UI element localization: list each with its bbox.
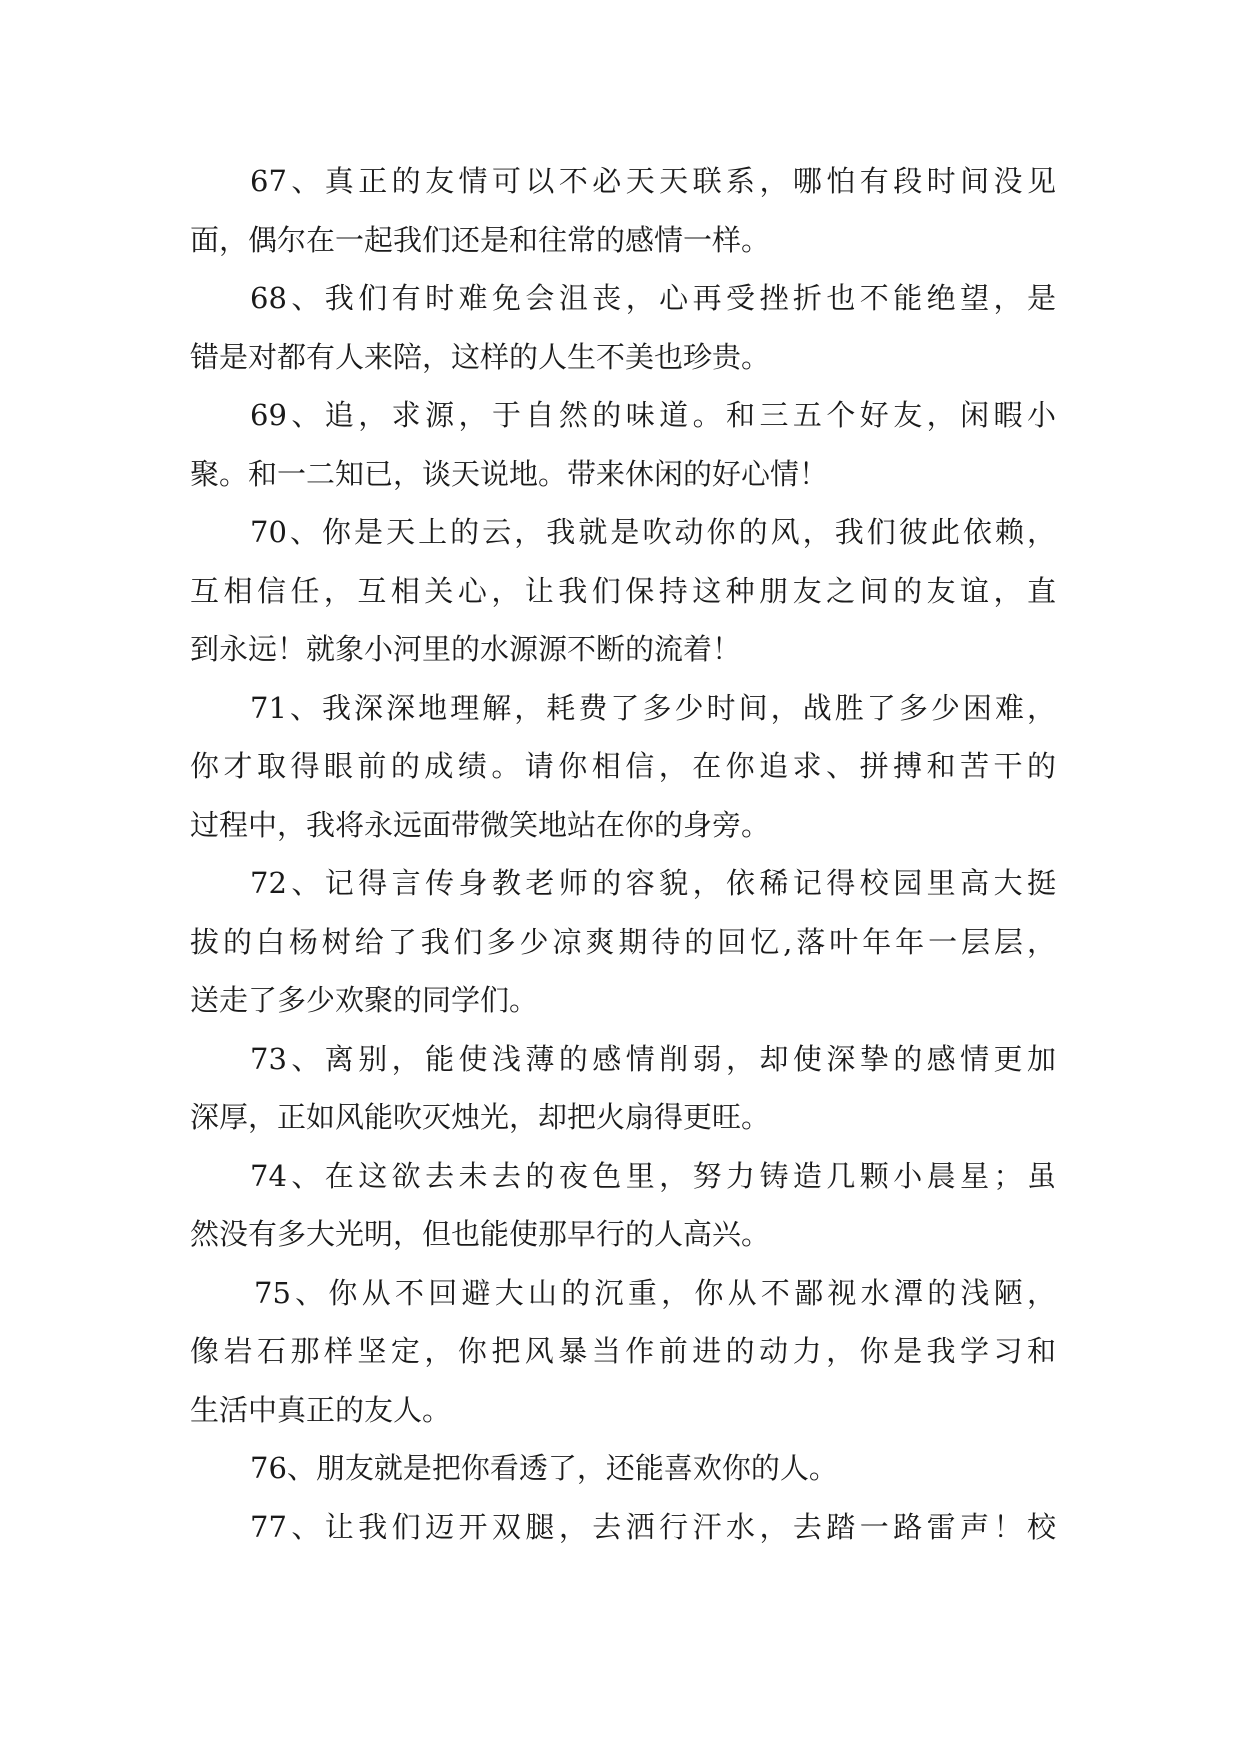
paragraph-68-line-1: 68、我们有时难免会沮丧，心再受挫折也不能绝望，是 [250,281,1056,315]
paragraph-75-line-3: 生活中真正的友人。 [190,1392,452,1427]
paragraph-70-line-3: 到永远！就象小河里的水源源不断的流着！ [190,632,742,666]
paragraph-73-line-2: 深厚，正如风能吹灭烛光，却把火扇得更旺。 [190,1100,771,1134]
paragraph-77-line-1: 77、让我们迈开双腿，去洒行汗水，去踏一路雷声！校 [250,1509,1056,1544]
paragraph-69-line-1: 69、追，求源，于自然的味道。和三五个好友，闲暇小 [250,398,1056,432]
paragraph-71-line-1: 71、我深深地理解，耗费了多少时间，战胜了多少困难， [250,690,1056,725]
paragraph-75-line-2: 像岩石那样坚定，你把风暴当作前进的动力，你是我学习和 [190,1334,1056,1368]
paragraph-72-line-2: 拔的白杨树给了我们多少凉爽期待的回忆,落叶年年一层层， [190,924,1056,959]
paragraph-73-line-1: 73、离别，能使浅薄的感情削弱，却使深挚的感情更加 [250,1041,1056,1076]
paragraph-70-line-2: 互相信任，互相关心，让我们保持这种朋友之间的友谊，直 [190,573,1056,608]
paragraph-69-line-2: 聚。和一二知已，谈天说地。带来休闲的好心情！ [190,456,829,491]
paragraph-70-line-1: 70、你是天上的云，我就是吹动你的风，我们彼此依赖， [250,515,1056,549]
paragraph-76-line-1: 76、朋友就是把你看透了，还能喜欢你的人。 [250,1451,838,1485]
paragraph-67-line-1: 67、真正的友情可以不必天天联系，哪怕有段时间没见 [250,164,1056,198]
paragraph-71-line-2: 你才取得眼前的成绩。请你相信，在你追求、拼搏和苦干的 [190,749,1056,783]
paragraph-74-line-2: 然没有多大光明，但也能使那早行的人高兴。 [190,1217,771,1251]
paragraph-72-line-1: 72、记得言传身教老师的容貌，依稀记得校园里高大挺 [250,866,1056,900]
body-text [190,152,1056,1556]
paragraph-72-line-3: 送走了多少欢聚的同学们。 [190,983,539,1017]
paragraph-68-line-2: 错是对都有人来陪，这样的人生不美也珍贵。 [190,339,771,374]
paragraph-71-line-3: 过程中，我将永远面带微笑地站在你的身旁。 [190,807,771,842]
paragraph-74-line-1: 74、在这欲去未去的夜色里，努力铸造几颗小晨星；虽 [250,1158,1056,1193]
paragraph-75-line-1: 75、你从不回避大山的沉重，你从不鄙视水潭的浅陋， [254,1275,1056,1310]
paragraph-67-line-2: 面，偶尔在一起我们还是和往常的感情一样。 [190,222,771,257]
